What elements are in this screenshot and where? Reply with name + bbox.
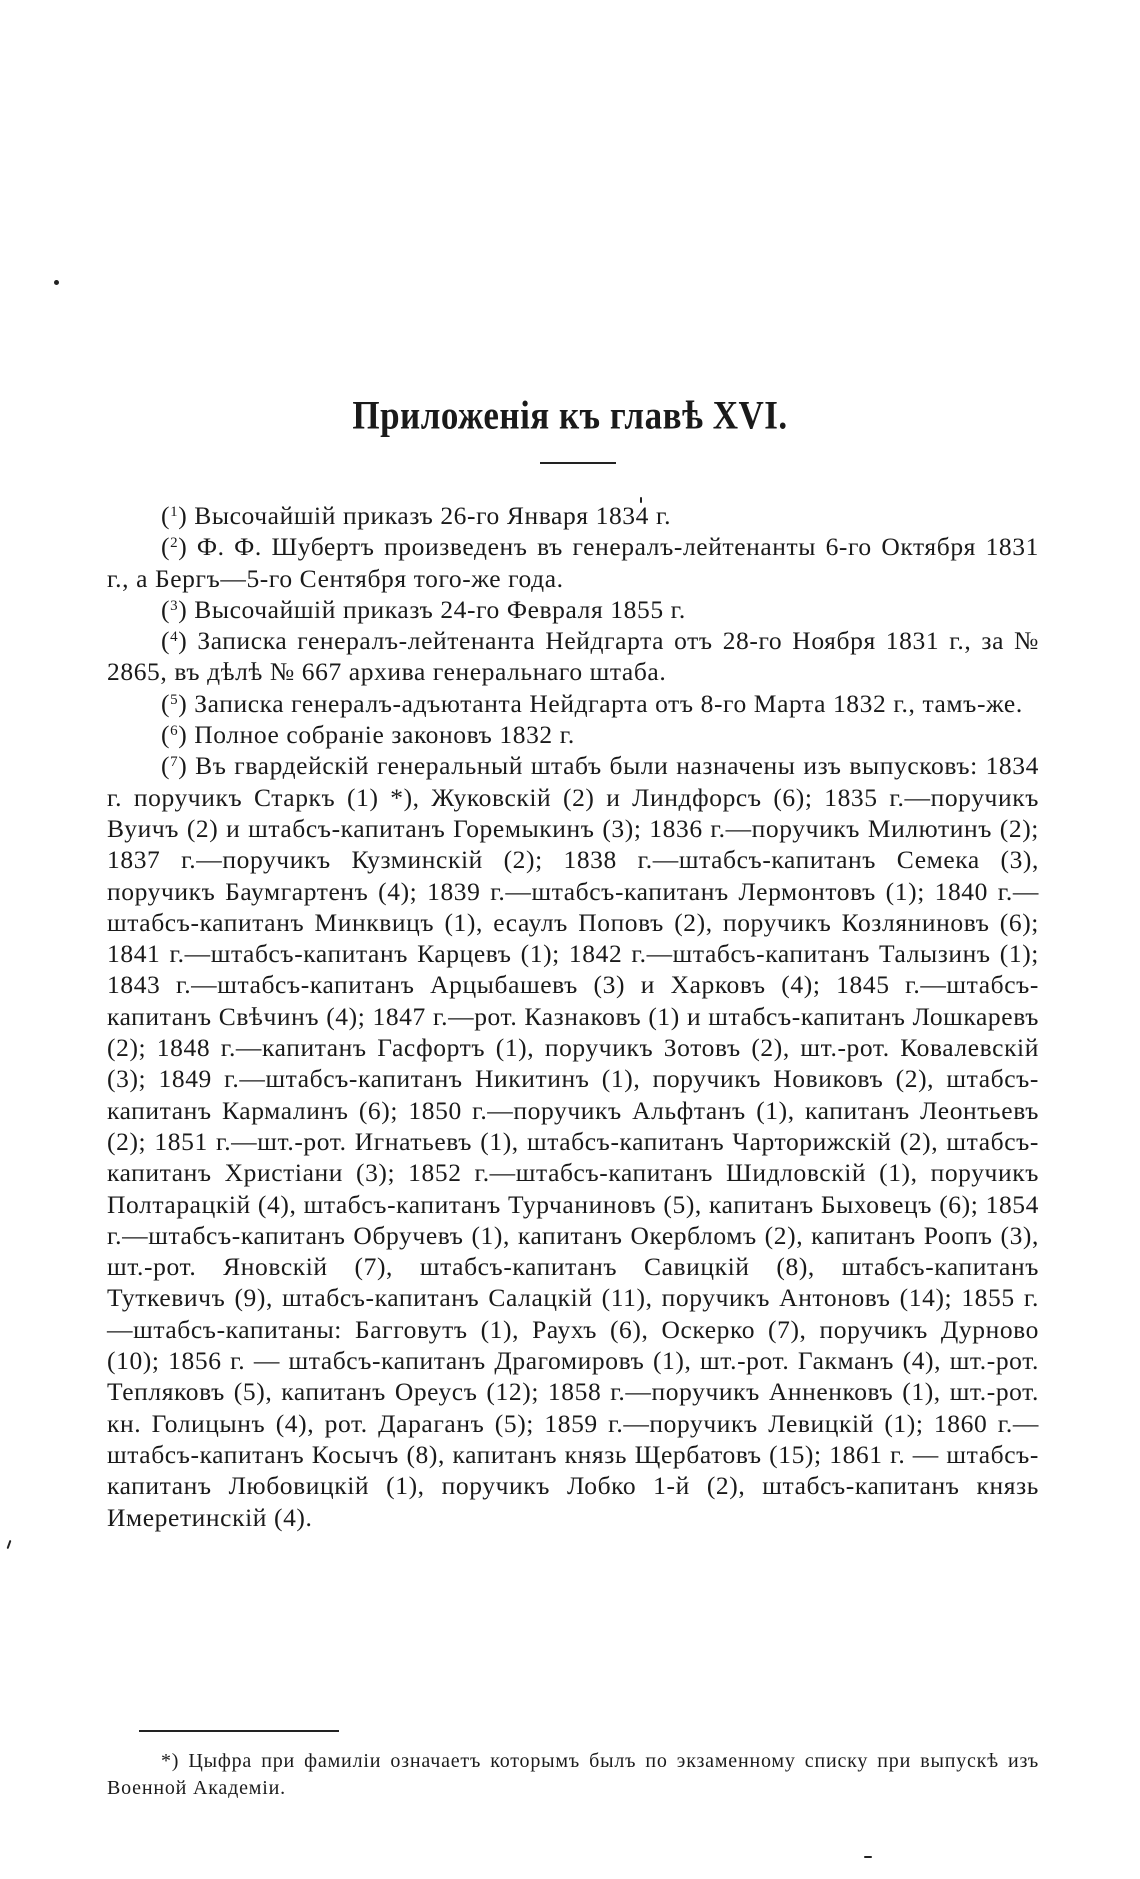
note-marker: 3 xyxy=(170,597,179,614)
note-item: ($^1$) Высочайшій приказъ 26-го Января 1834 г. xyxy=(161,501,672,530)
note-item: ($^6$) Полное собраніе законовъ 1832 г. xyxy=(161,720,575,750)
title-divider xyxy=(540,462,616,464)
scan-speck xyxy=(864,1856,872,1858)
note-item: ($^2$) Ф. Ф. Шубертъ произведенъ въ генералъ-лейтенанты 6-го Октября 1831 г., а Бергъ—5-го Сентября того-же года. xyxy=(107,532,1039,593)
note-marker: 5 xyxy=(170,691,179,708)
page-title: Приложенія къ главѣ XVI. xyxy=(352,393,788,438)
footnote-divider xyxy=(139,1730,339,1732)
note-marker: 7 xyxy=(170,754,179,771)
scan-speck xyxy=(54,280,59,285)
note-item: ($^5$) Записка генералъ-адъютанта Нейдгарта отъ 8-го Марта 1832 г., тамъ-же. xyxy=(161,688,1023,718)
note-marker: 1 xyxy=(170,504,179,520)
note-item: ($^4$) Записка генералъ-лейтенанта Нейдгарта отъ 28-го Ноября 1831 г., за № 2865, въ дѣлѣ № 667 архива генеральнаго штаба. xyxy=(107,626,1039,687)
scan-speck xyxy=(7,1540,12,1549)
note-text: Записка генералъ-адъютанта Нейдгарта отъ 8-го Марта 1832 г., тамъ-же. xyxy=(194,688,1023,718)
note-text: Высочайшій приказъ 26-го Января 1834 г. xyxy=(194,501,672,530)
note-marker: 2 xyxy=(170,535,179,552)
note-marker: 6 xyxy=(170,723,179,740)
note-text: Записка генералъ-лейтенанта Нейдгарта отъ 28-го Ноября 1831 г., за № 2865, въ дѣлѣ № 667 архива генеральнаго штаба. xyxy=(107,626,1039,687)
note-text: Высочайшій приказъ 24-го Февраля 1855 г. xyxy=(194,594,686,624)
note-text: Въ гвардейскій генеральный штабъ были назначены изъ выпусковъ: 1834 г. поручикъ Старкъ (1) *), Жуковскій (2) и Линдфорсъ (6); 1835 г.—поручикъ Вуичъ (2) и штабсъ-капитанъ Горемыкинъ (3); 1836 г.—поручикъ Милютинъ (2); 1837 г.—поручикъ Кузминскій (2); 1838 г.—штабсъ-капитанъ Семека (3), поручикъ Баумгартенъ (4); 1839 г.—штабсъ-капитанъ Лермонтовъ (1); 1840 г.—штабсъ-капитанъ Минквицъ (1), есаулъ Поповъ (2), поручикъ Козляниновъ (6); 1841 г.—штабсъ-капитанъ Карцевъ (1); 1842 г.—штабсъ-капитанъ Талызинъ (1); 1843 г.—штабсъ-капитанъ Арцыбашевъ (3) и Харковъ (4); 1845 г.—штабсъ-капитанъ Свѣчинъ (4); 1847 г.—рот. Казнаковъ (1) и штабсъ-капитанъ Лошкаревъ (2); 1848 г.—капитанъ Гасфортъ (1), поручикъ Зотовъ (2), шт.-рот. Ковалевскій (3); 1849 г.—штабсъ-капитанъ Никитинъ (1), поручикъ Новиковъ (2), штабсъ-капитанъ Кармалинъ (6); 1850 г.—поручикъ Альфтанъ (1), капитанъ Леонтьевъ (2); 1851 г.—шт.-рот. Игнатьевъ (1), штабсъ-капитанъ Чарторижскій (2), штабсъ-капитанъ Христіани (3); 1852 г.—штабсъ-капитанъ Шидловскій (1), поручикъ Полтарацкій (4), штабсъ-капитанъ Турчаниновъ (5), капитанъ Быховецъ (6); 1854 г.—штабсъ-капитанъ Обручевъ (1), капитанъ Окербломъ (2), капитанъ Роопъ (3), шт.-рот. Яновскій (7), штабсъ-капитанъ Савицкій (8), штабсъ-капитанъ Туткевичъ (9), штабсъ-капитанъ Салацкій (11), поручикъ Антоновъ (14); 1855 г.—штабсъ-капитаны: Багговутъ (1), Раухъ (6), Оскерко (7), поручикъ Дурново (10); 1856 г. — штабсъ-капитанъ Драгомировъ (1), шт.-рот. Гакманъ (4), шт.-рот. Тепляковъ (5), капитанъ Ореусъ (12); 1858 г.—поручикъ Анненковъ (1), шт.-рот. кн. Голицынъ (4), рот. Дараганъ (5); 1859 г.—поручикъ Левицкій (1); 1860 г.—штабсъ-капитанъ Косычъ (8), капитанъ князь Щербатовъ (15); 1861 г. — штабсъ-капитанъ Любовицкій (1), поручикъ Лобко 1-й (2), штабсъ-капитанъ князь Имеретинскій (4). xyxy=(107,751,1039,1532)
note-marker: 4 xyxy=(170,629,179,646)
note-item: ($^3$) Высочайшій приказъ 24-го Февраля 1855 г. xyxy=(161,594,686,624)
note-item: ($^7$) Въ гвардейскій генеральный штабъ были назначены изъ выпусковъ: 1834 г. поручикъ Старкъ (1) *), Жуковскій (2) и Линдфорсъ (6); 1835 г.—поручикъ Вуичъ (2) и штабсъ-капитанъ Горемыкинъ (3); 1836 г.—поручикъ Милютинъ (2); 1837 г.—поручикъ Кузминскій (2); 1838 г.—штабсъ-капитанъ Семека (3), поручикъ Баумгартенъ (4); 1839 г.—штабсъ-капитанъ Лермонтовъ (1); 1840 г.—штабсъ-капитанъ Минквицъ (1), есаулъ Поповъ (2), поручикъ Козляниновъ (6); 1841 г.—штабсъ-капитанъ Карцевъ (1); 1842 г.—штабсъ-капитанъ Талызинъ (1); 1843 г.—штабсъ-капитанъ Арцыбашевъ (3) и Харковъ (4); 1845 г.—штабсъ-капитанъ Свѣчинъ (4); 1847 г.—рот. Казнаковъ (1) и штабсъ-капитанъ Лошкаревъ (2); 1848 г.—капитанъ Гасфортъ (1), поручикъ Зотовъ (2), шт.-рот. Ковалевскій (3); 1849 г.—штабсъ-капитанъ Никитинъ (1), поручикъ Новиковъ (2), штабсъ-капитанъ Кармалинъ (6); 1850 г.—поручикъ Альфтанъ (1), капитанъ Леонтьевъ (2); 1851 г.—шт.-рот. Игнатьевъ (1), штабсъ-капитанъ Чарторижскій (2), штабсъ-капитанъ Христіани (3); 1852 г.—штабсъ-капитанъ Шидловскій (1), поручикъ Полтарацкій (4), штабсъ-капитанъ Турчаниновъ (5), капитанъ Быховецъ (6); 1854 г.—штабсъ-капитанъ Обручевъ (1), капитанъ Окербломъ (2), капитанъ Роопъ (3), шт.-рот. Яновскій (7), штабсъ-капитанъ Савицкій (8), штабсъ-капитанъ Туткевичъ (9), штабсъ-капитанъ Салацкій (11), поручикъ Антоновъ (14); 1855 г.—штабсъ-капитаны: Багговутъ (1), Раухъ (6), Оскерко (7), поручикъ Дурново (10); 1856 г. — штабсъ-капитанъ Драгомировъ (1), шт.-рот. Гакманъ (4), шт.-рот. Тепляковъ (5), капитанъ Ореусъ (12); 1858 г.—поручикъ Анненковъ (1), шт.-рот. кн. Голицынъ (4), рот. Дараганъ (5); 1859 г.—поручикъ Левицкій (1); 1860 г.—штабсъ-капитанъ Косычъ (8), капитанъ князь Щербатовъ (15); 1861 г. — штабсъ-капитанъ Любовицкій (1), поручикъ Лобко 1-й (2), штабсъ-капитанъ князь Имеретинскій (4). xyxy=(107,751,1039,1532)
footnote: *) Цыфра при фамиліи означаетъ которымъ былъ по экзаменному списку при выпускѣ изъ Военной Академіи. xyxy=(107,1750,1039,1799)
note-text: Ф. Ф. Шубертъ произведенъ въ генералъ-лейтенанты 6-го Октября 1831 г., а Бергъ—5-го Сентября того-же года. xyxy=(107,532,1039,593)
note-text: Полное собраніе законовъ 1832 г. xyxy=(194,720,575,750)
notes-body xyxy=(107,500,1039,1533)
